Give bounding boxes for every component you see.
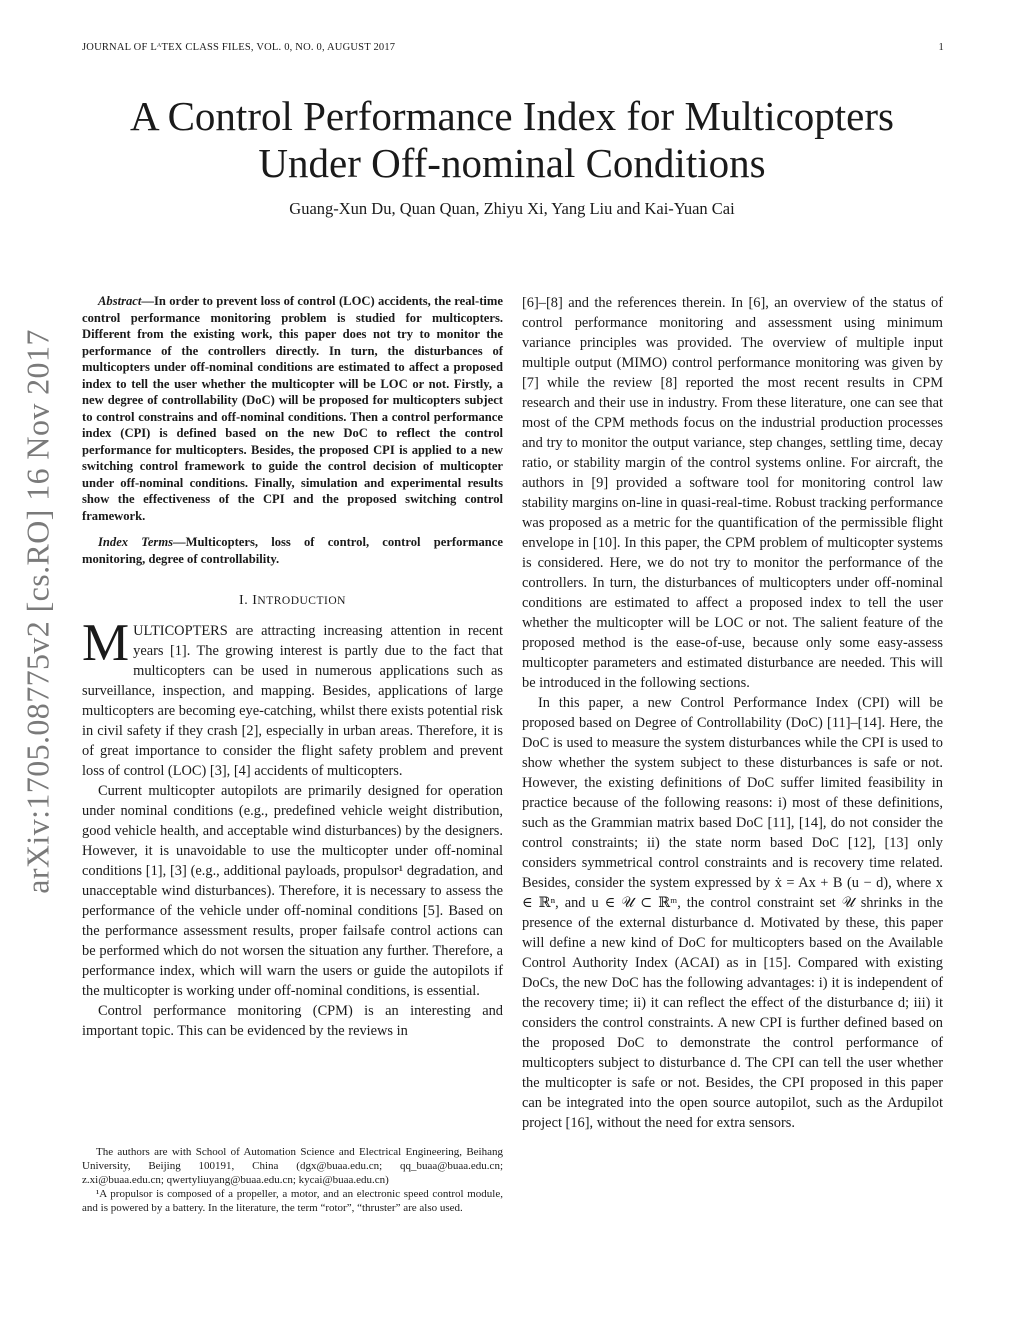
propulsor-footnote: ¹A propulsor is composed of a propeller, a motor, and an electronic speed control module, and is powered by a battery. In the literature, the term “rotor”, “thruster” are also used. (82, 1188, 503, 1214)
right-paragraph-1: [6]–[8] and the references therein. In [6], an overview of the status of control performance monitoring and assessment using minimum variance principles was provided. The overview of multiple input multiple output (MIMO) control performance monitoring was given by [7] while the review [8] reported the most recent results in CPM research and their use in industry. From these literature, one can see that most of the CPM methods focus on the industrial production processes and try to monitor the output variance, step changes, settling time, decay ratio, or stability margin of the control systems online. For aircraft, the authors in [9] provided a software tool for monitoring control law stability margins on-line in quasi-real-time. Robust tracking performance was proposed as a metric for the quantification of the permissible flight envelope in [10]. In this paper, the CPM problem of multicopter systems is considered. Here, we do not try to monitor the performance of the controllers. In turn, the disturbances of multicopters under off-nominal conditions are estimated to affect a proposed index to tell the user whether the multicopter will be LOC or not. The salient feature of the proposed method is the ease-of-use, because only some easy-assess multicopter parameters and estimated disturbance are needed. This will be introduced in the following sections. (522, 295, 943, 691)
author-list: Guang-Xun Du, Quan Quan, Zhiyu Xi, Yang Liu and Kai-Yuan Cai (289, 199, 735, 218)
section-rest: NTRODUCTION (257, 595, 346, 607)
intro-paragraph-1-text: ULTICOPTERS are attracting increasing attention in recent years [1]. The growing interest is partly due to the fact that multicopters can be used in numerous applications such as surveillance, inspection, and mapping. Besides, applications of large multicopters are becoming eye-catching, whilst there exists potential risk in civil safety if they crash [2], especially in urban areas. Therefore, it is of great importance to consider the flight safety problem and prevent loss of control (LOC) [3], [4] accidents of multicopters. (82, 623, 503, 779)
arxiv-stamp (18, 312, 58, 910)
page-number: 1 (938, 42, 944, 53)
abstract (82, 293, 503, 524)
index-terms (82, 534, 503, 567)
section-numeral: I. (239, 593, 253, 608)
paper-title (0, 93, 1024, 187)
abstract-label: Abstract (98, 294, 142, 308)
section-heading-introduction (82, 591, 503, 611)
intro-paragraph-2: Current multicopter autopilots are primarily designed for operation under nominal conditions (e.g., predefined vehicle weight distribution, good vehicle health, and acceptable wind disturbances) by the designers. However, it is unavoidable to use the multicopter under off-nominal conditions [1], [3] (e.g., additional payloads, propulsor¹ degradation, and unacceptable wind disturbances). Therefore, it is necessary to assess the performance of the vehicle under off-nominal conditions [5]. Based on the performance assessment results, proper failsafe control actions can be performed which do not worsen the situation any further. Therefore, a performance index, which will warn the users or guide the autopilots if the multicopter is working under off-nominal conditions, is essential. (82, 783, 503, 999)
right-paragraph-2: In this paper, a new Control Performance Index (CPI) will be proposed based on Degree of Controllability (DoC) [11]–[14]. Here, the DoC is used to measure the system disturbances while the CPI is used to show whether the system subject to these disturbances is safe or not. However, the existing definitions of DoC suffer limited feasibility in practice because of the following reasons: i) most of these definitions, such as the Grammian matrix based DoC [11], [14], do not consider the control constraints; ii) the state norm based DoC [12], [13] only considers symmetrical control constraints and is recovery time related. Besides, consider the system expressed by ẋ = Ax + B (u − d), where x ∈ ℝⁿ, and u ∈ 𝒰 ⊂ ℝᵐ, the control constraint set 𝒰 shrinks in the presence of the external disturbance d. Motivated by these, this paper will define a new kind of DoC for multicopters based on the Available Control Authority Index (ACAI) as in [15]. Compared with existing DoCs, the new DoC has the following advantages: i) it is independent of the recovery time; ii) it can reflect the effect of the disturbance d; iii) it considers the control constraints. A new CPI is further defined based on the proposed DoC to demonstrate the control performance of multicopters subject to disturbance d. The CPI can tell the user whether the multicopter is safe or not. Besides, the CPI proposed in this paper can be integrated into the open source autopilot, such as the Ardupilot project [16], without the need for extra sensors. (522, 695, 943, 1131)
arxiv-stamp-text: arXiv:1705.08775v2 [cs.RO] 16 Nov 2017 (19, 328, 56, 894)
drop-cap: M (82, 614, 130, 672)
section-first-letter: I (252, 593, 258, 608)
footnotes (82, 1145, 503, 1215)
left-column (82, 293, 503, 1041)
intro-paragraph-1 (82, 614, 503, 781)
right-column (522, 293, 943, 1133)
journal-line: JOURNAL OF LᴬTEX CLASS FILES, VOL. 0, NO. 0, AUGUST 2017 (82, 42, 396, 53)
running-header (82, 42, 944, 53)
index-terms-text: —Multicopters, loss of control, control performance monitoring, degree of controllability. (82, 535, 503, 566)
title-line-1: A Control Performance Index for Multicopters (129, 93, 894, 139)
abstract-text: —In order to prevent loss of control (LOC) accidents, the real-time control performance monitoring problem is studied for multicopters. Different from the existing work, this paper does not try to monitor the performance of the controllers directly. In turn, the disturbances of multicopters under off-nominal conditions are estimated to affect a proposed index to tell the user whether the multicopter will be LOC or not. Firstly, a new degree of controllability (DoC) will be proposed for multicopters subject to control constrains and off-nominal conditions. Then a control performance index (CPI) is defined based on the new DoC to reflect the control performance for multicopters. Besides, the proposed CPI is applied to a new switching control framework to guide the control decision of multicopter under off-nominal conditions. Finally, simulation and experimental results show the effectiveness of the CPI and the proposed switching control framework. (82, 294, 503, 523)
index-terms-label: Index Terms (98, 535, 174, 549)
intro-paragraph-3: Control performance monitoring (CPM) is an interesting and important topic. This can be evidenced by the reviews in (82, 1003, 503, 1039)
affiliation-footnote: The authors are with School of Automation Science and Electrical Engineering, Beihang University, Beijing 100191, China (dgx@buaa.edu.cn; qq_buaa@buaa.edu.cn; z.xi@buaa.edu.cn; qwertyliuyang@buaa.edu.cn; kycai@buaa.edu.cn) (82, 1146, 503, 1186)
title-line-2: Under Off-nominal Conditions (258, 140, 766, 186)
